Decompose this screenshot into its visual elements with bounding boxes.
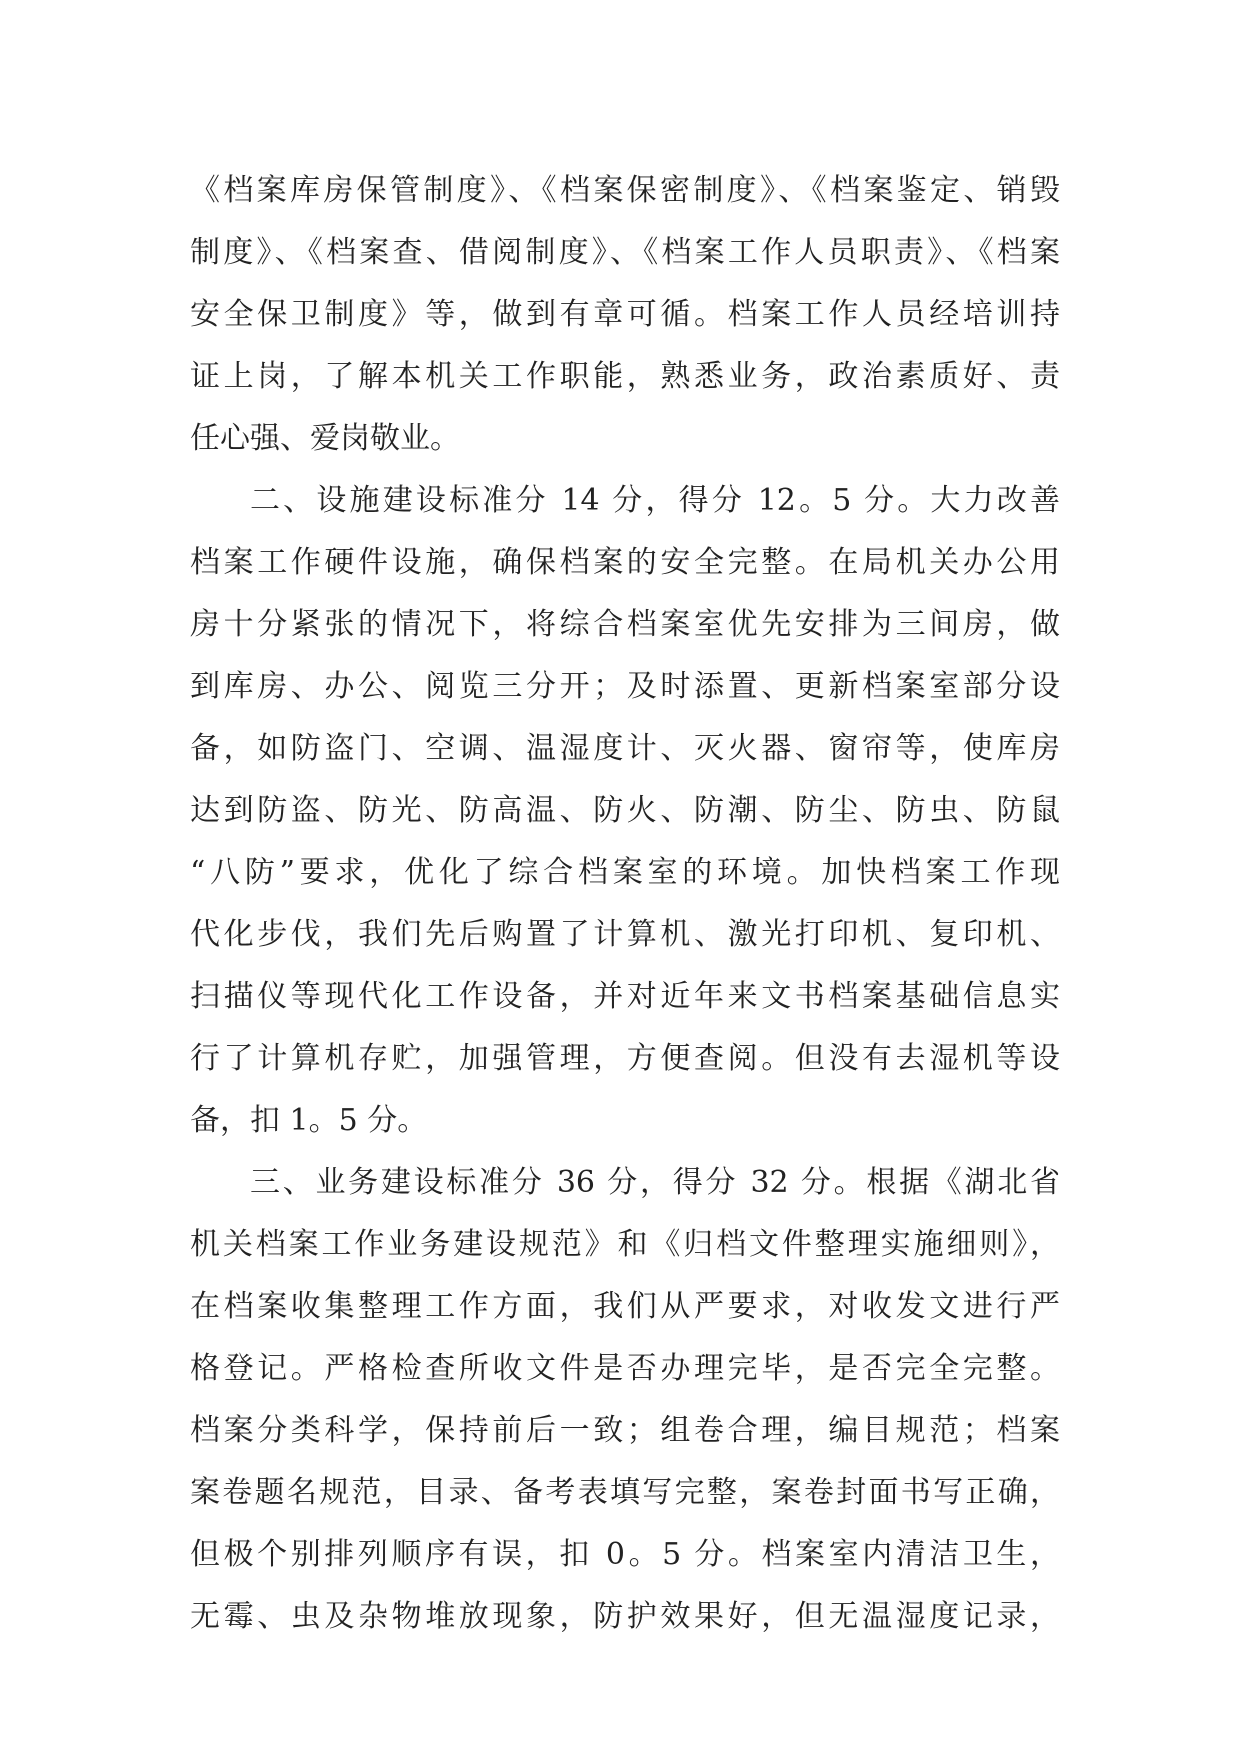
text-line: 到库房、办公、阅览三分开；及时添置、更新档案室部分设 xyxy=(190,669,1060,704)
paragraph-start-line: 三、业务建设标准分 36 分，得分 32 分。根据《湖北省 xyxy=(250,1165,1060,1200)
text-line: 备，扣 1。5 分。 xyxy=(190,1103,428,1138)
text-line: 制度》、《档案查、借阅制度》、《档案工作人员职责》、《档案 xyxy=(190,235,1060,270)
text-line: 机关档案工作业务建设规范》和《归档文件整理实施细则》， xyxy=(190,1227,1060,1262)
text-line: 档案工作硬件设施，确保档案的安全完整。在局机关办公用 xyxy=(190,545,1060,580)
body-text xyxy=(190,160,1060,1648)
text-line: 任心强、爱岗敬业。 xyxy=(190,421,460,456)
text-line: 代化步伐，我们先后购置了计算机、激光打印机、复印机、 xyxy=(190,917,1060,952)
text-line: 证上岗，了解本机关工作职能，熟悉业务，政治素质好、责 xyxy=(190,359,1060,394)
text-line: 《档案库房保管制度》、《档案保密制度》、《档案鉴定、销毁 xyxy=(190,173,1060,208)
text-line: 格登记。严格检查所收文件是否办理完毕，是否完全完整。 xyxy=(190,1351,1060,1386)
text-line: 行了计算机存贮，加强管理，方便查阅。但没有去湿机等设 xyxy=(190,1041,1060,1076)
text-line: 档案分类科学，保持前后一致；组卷合理，编目规范；档案 xyxy=(190,1413,1060,1448)
text-line: 案卷题名规范，目录、备考表填写完整，案卷封面书写正确， xyxy=(190,1475,1060,1510)
paragraph-start-line: 二、设施建设标准分 14 分，得分 12。5 分。大力改善 xyxy=(250,483,1060,518)
text-line: 备，如防盗门、空调、温湿度计、灭火器、窗帘等，使库房 xyxy=(190,731,1060,766)
text-line: 在档案收集整理工作方面，我们从严要求，对收发文进行严 xyxy=(190,1289,1060,1324)
text-line: 达到防盗、防光、防高温、防火、防潮、防尘、防虫、防鼠 xyxy=(190,793,1060,828)
text-line: 安全保卫制度》等，做到有章可循。档案工作人员经培训持 xyxy=(190,297,1060,332)
text-line: “八防”要求，优化了综合档案室的环境。加快档案工作现 xyxy=(190,855,1060,890)
text-line: 房十分紧张的情况下，将综合档案室优先安排为三间房，做 xyxy=(190,607,1060,642)
text-line: 但极个别排列顺序有误，扣 0。5 分。档案室内清洁卫生， xyxy=(190,1537,1060,1572)
text-line: 扫描仪等现代化工作设备，并对近年来文书档案基础信息实 xyxy=(190,979,1060,1014)
text-line: 无霉、虫及杂物堆放现象，防护效果好，但无温湿度记录， xyxy=(190,1599,1060,1634)
